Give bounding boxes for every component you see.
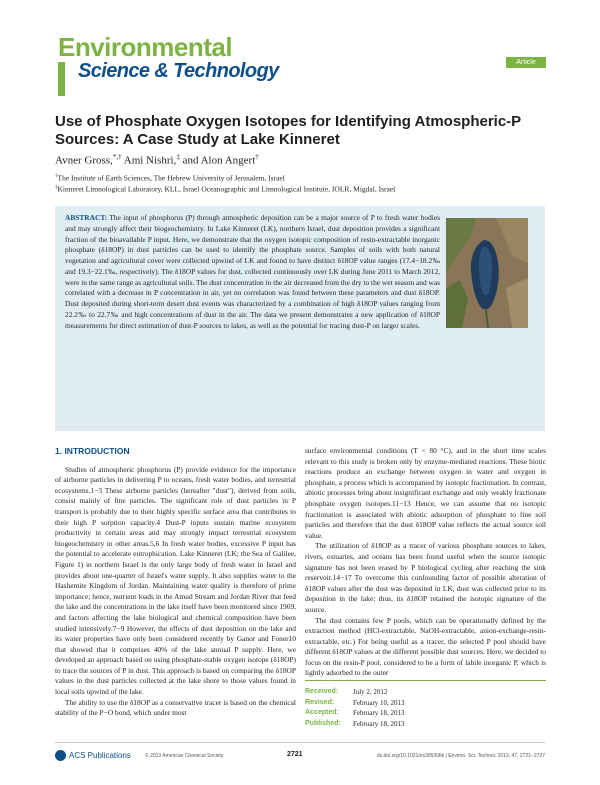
author-marks: † xyxy=(255,153,259,161)
copyright: © 2013 American Chemical Society xyxy=(145,753,224,759)
abstract-label: ABSTRACT: xyxy=(65,213,108,222)
date-row: Published: February 18, 2013 xyxy=(305,719,405,728)
logo-science-technology: Science & Technology xyxy=(78,60,279,82)
section-heading: 1. INTRODUCTION xyxy=(55,446,130,456)
article-title: Use of Phosphate Oxygen Isotopes for Identifying Atmospheric-P Sources: A Case Study at Lake Kinneret xyxy=(55,113,521,148)
paragraph: surface environmental conditions (T < 80 °C), and in the short time scales relevant to this study is broken only by enzyme-mediated reactions. These biotic reactions produce an exchange between oxygen in water and oxygen in phosphate, a process which is accompanied by isotopic fractionation. In contrast, abiotic processes bring about insignificant exchange and only weakly fractionate phosphate oxygen isotopes.11−13 Hence, we can assume that no isotopic fractionation is associated with abiotic adsorption of phosphate to fine soil particles and therefore that the dust δ18OP value reflects the actual source soil value. xyxy=(305,446,546,540)
lake-kinneret-image xyxy=(446,218,528,328)
logo-environmental: Environmental xyxy=(58,32,233,62)
affiliation: †The Institute of Earth Sciences, The Hebrew University of Jerusalem, Israel xyxy=(55,173,285,183)
author-list xyxy=(55,153,259,167)
author-marks: *,† xyxy=(112,153,122,161)
logo-bar xyxy=(58,62,65,96)
journal-logo xyxy=(58,32,279,102)
author-name[interactable]: Avner Gross, xyxy=(55,154,113,167)
paragraph: Studies of atmospheric phosphorus (P) provide evidence for the importance of airborne particles in delivering P to oceans, fresh water bodies, and terrestrial ecosystems.1−3 These airborne particles (hereafter "dust"), derived from soils, consist mainly of fine particles. The significant role of dust particles in P transport is probably due to their highly specific surface area that contributes to their high P sorption capacity.4 Dust-P inputs sustain marine ecosystem productivity in certain areas and may strongly impact terrestrial ecosystem biogeochemistry in other areas.5,6 In fresh water bodies, excessive P input has the potential to accelerate eutrophication. Lake Kinneret (LK; the Sea of Galilee, Figure 1) in northern Israel is the only large body of fresh water in Israel and provides about one-quarter of Israel's water supply. It also supplies water to the Hashemite Kingdom of Jordan. Maintaining water quality is therefore of prime importance; hence, nutrient loads in the Amud Stream and Jordan River that feed the lake and the concentrations in the lake itself have been monitored since 1969, and factors affecting the lake biological and chemical composition have been studied intensively.7−9 However, the effects of dust deposition on the lake and its water properties have only been considered recently by Ganor and Foner10 that showed that it comprises 40% of the lake annual P supply. Here, we developed an approach based on using phosphate-stable oxygen isotope (δ18OP) to trace the sources of P in dust. This approach is based on comparing the δ18OP values in the dust particles collected at the lake shore to those values found in local soils upwind of the lake. xyxy=(55,464,296,697)
abstract-text xyxy=(65,213,440,331)
acs-icon xyxy=(55,750,66,761)
paragraph: The dust contains few P pools, which can be operationally defined by the extraction method (HCl-extractable, NaOH-extractable, anion-exchange-resin-extractable, etc.) For being useful as a tracer, the selected P pool should have different δ18OP values at the different possible dust sources. Here, we decided to focus on the resin-P pool, considered to be a form of labile inorganic P, which is lightly adsorbed to the outer xyxy=(305,615,546,678)
left-column xyxy=(55,446,296,719)
right-column xyxy=(305,446,546,679)
page-footer xyxy=(55,742,545,762)
toc-satellite-image xyxy=(446,218,528,328)
affiliation: ‡Kinneret Limnological Laboratory, KLL, Israel Oceanographic and Limnological Institute, IOLR, Migdal, Israel xyxy=(55,184,396,194)
paragraph: The ability to use the δ18OP as a conservative tracer is based on the chemical stability of the P−O bond, which under most xyxy=(55,697,296,718)
author-marks: ‡ xyxy=(176,153,180,161)
abstract-body: The input of phosphorus (P) through atmospheric deposition can be a major source of P to fresh water bodies and may strongly affect their biogeochemistry. In Lake Kinneret (LK), northern Israel, dust deposition provides a significant fraction of the bioavailable P input. Here, we demonstrate that the oxygen isotopic composition of resin-extractable inorganic phosphate (δ18OP) in dust particles can be used to identify the phosphate source. Samples of soils with both natural vegetation and agricultural cover were collected upwind of LK and found to have distinct δ18OP value ranges (17.4−18.2‰ and 19.3−22.1‰, respectively). The δ18OP values for dust, collected continuously over LK during June 2011 to March 2012, were in the same range as agricultural soils. The dust concentration in the air decreased from the dry to the wet season and was correlated with a decrease in P concentration in air, yet no correlation was found between these parameters and dust δ18OP. Dust deposited during short-term desert dust events was characterized by a combination of high δ18OP values ranging from 22.2‰ to 22.7‰ and high concentrations of dust in the air. The data we present demonstrates a new application of δ18OP measurements for direct estimation of dust-P sources to lakes, as well as the potential for tracing dust-P on larger scales. xyxy=(65,213,441,330)
page-number: 2721 xyxy=(287,751,303,758)
article-type-badge: Article xyxy=(506,57,546,68)
doi-link[interactable]: dx.doi.org/10.1021/es305306k | Environ. Sci. Technol. 2013, 47, 2721−2727 xyxy=(376,753,545,759)
author-name[interactable]: and Alon Angert xyxy=(182,154,256,167)
paragraph: The utilization of δ18OP as a tracer of various phosphate sources to lakes, rivers, estuaries, and oceans has been found useful when the source isotopic signature has not been erased by P biological cycling after reaching the sink reservoir.14−17 To overcome this confounding factor of possible alteration of δ18OP values after the dust was deposited in LK, dust was collected prior to its deposition in the lake; thus, its δ18OP retained the isotopic signature of the source. xyxy=(305,541,546,614)
publication-dates xyxy=(305,680,546,729)
date-row: Received: July 2, 2012 xyxy=(305,688,388,696)
author-name[interactable]: Ami Nishri, xyxy=(123,154,177,167)
date-row: Revised: February 10, 2013 xyxy=(305,698,405,707)
date-row: Accepted: February 18, 2013 xyxy=(305,709,405,717)
acs-publications-logo[interactable]: ACS Publications xyxy=(55,750,131,761)
